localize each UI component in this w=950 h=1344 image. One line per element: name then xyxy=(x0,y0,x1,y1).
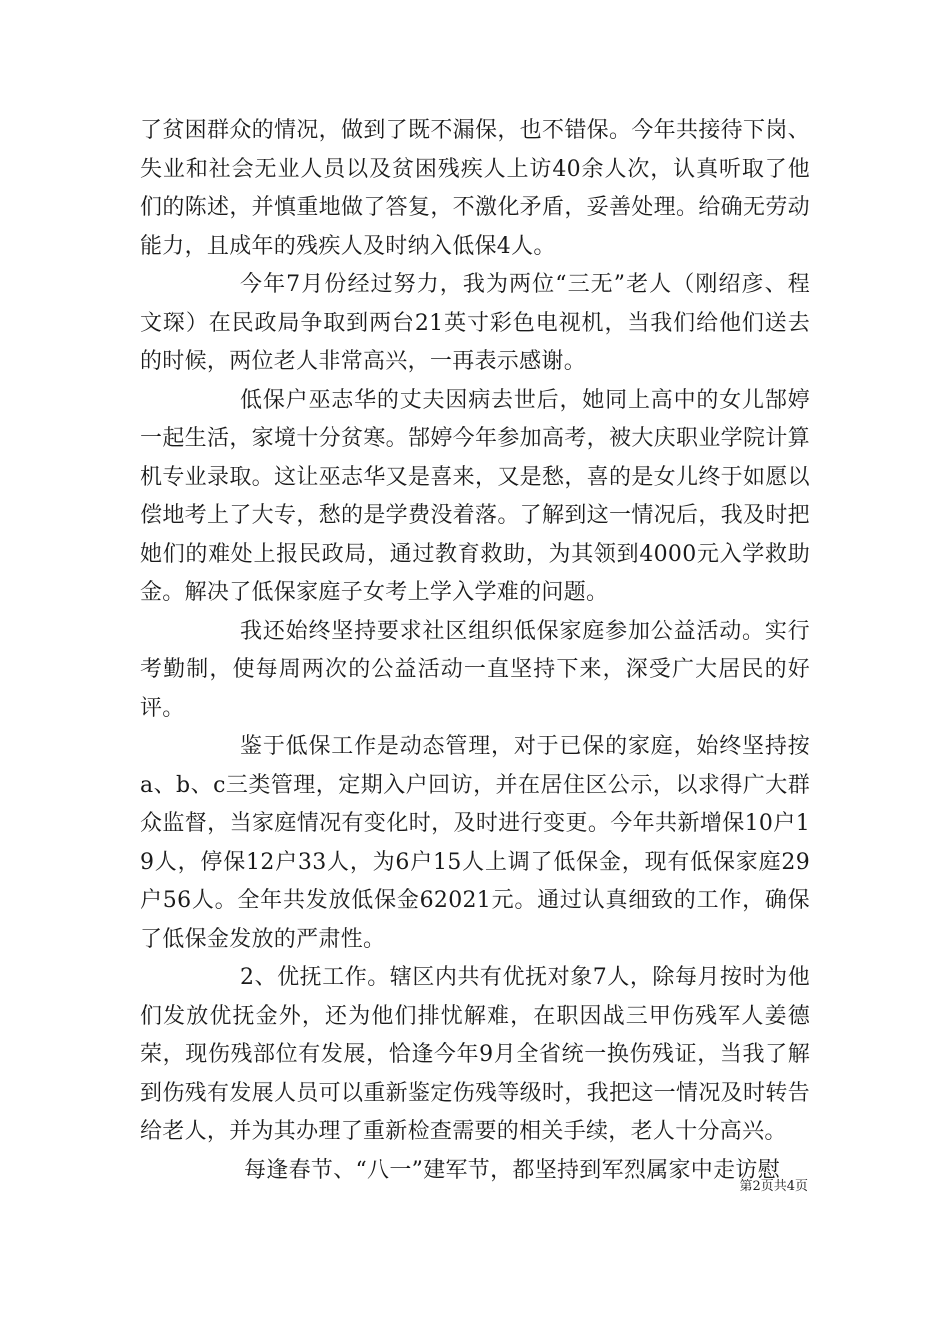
page-number-footer: 第2页共4页 xyxy=(739,1179,808,1194)
paragraph-5: 鉴于低保工作是动态管理，对于已保的家庭，始终坚持按a、b、c三类管理，定期入户回访，并在居住区公示，以求得广大群众监督，当家庭情况有变化时，及时进行变更。今年共新增保10户19人，停保12户33人，为6户15人上调了低保金，现有低保家庭29户56人。全年共发放低保金62021元。通过认真细致的工作，确保了低保金发放的严肃性。 xyxy=(140,734,810,952)
paragraph-4: 我还始终坚持要求社区组织低保家庭参加公益活动。实行考勤制，使每周两次的公益活动一直坚持下来，深受广大居民的好评。 xyxy=(140,618,810,721)
paragraph-3: 低保户巫志华的丈夫因病去世后，她同上高中的女儿郜婷一起生活，家境十分贫寒。郜婷今年参加高考，被大庆职业学院计算机专业录取。这让巫志华又是喜来，又是愁，喜的是女儿终于如愿以偿地考上了大专，愁的是学费没着落。了解到这一情况后，我及时把她们的难处上报民政局，通过教育救助，为其领到4000元入学救助金。解决了低保家庭子女考上学入学难的问题。 xyxy=(140,387,810,605)
paragraph-1: 了贫困群众的情况，做到了既不漏保，也不错保。今年共接待下岗、失业和社会无业人员以及贫困残疾人上访40余人次，认真听取了他们的陈述，并慎重地做了答复，不激化矛盾，妥善处理。给确无劳动能力，且成年的残疾人及时纳入低保4人。 xyxy=(140,118,810,259)
paragraph-2: 今年7月份经过努力，我为两位“三无”老人（刚绍彦、程文琛）在民政局争取到两台21英寸彩色电视机，当我们给他们送去的时候，两位老人非常高兴，一再表示感谢。 xyxy=(140,272,810,374)
paragraph-7: 每逢春节、“八一”建军节，都坚持到军烈属家中走访慰 xyxy=(244,1157,780,1183)
paragraph-6: 2、优抚工作。辖区内共有优抚对象7人，除每月按时为他们发放优抚金外，还为他们排忧解难，在职因战三甲伤残军人姜德荣，现伤残部位有发展，恰逢今年9月全省统一换伤残证，当我了解到伤残有发展人员可以重新鉴定伤残等级时，我把这一情况及时转告给老人，并为其办理了重新检查需要的相关手续，老人十分高兴。 xyxy=(140,965,810,1144)
document-body xyxy=(140,112,810,1190)
